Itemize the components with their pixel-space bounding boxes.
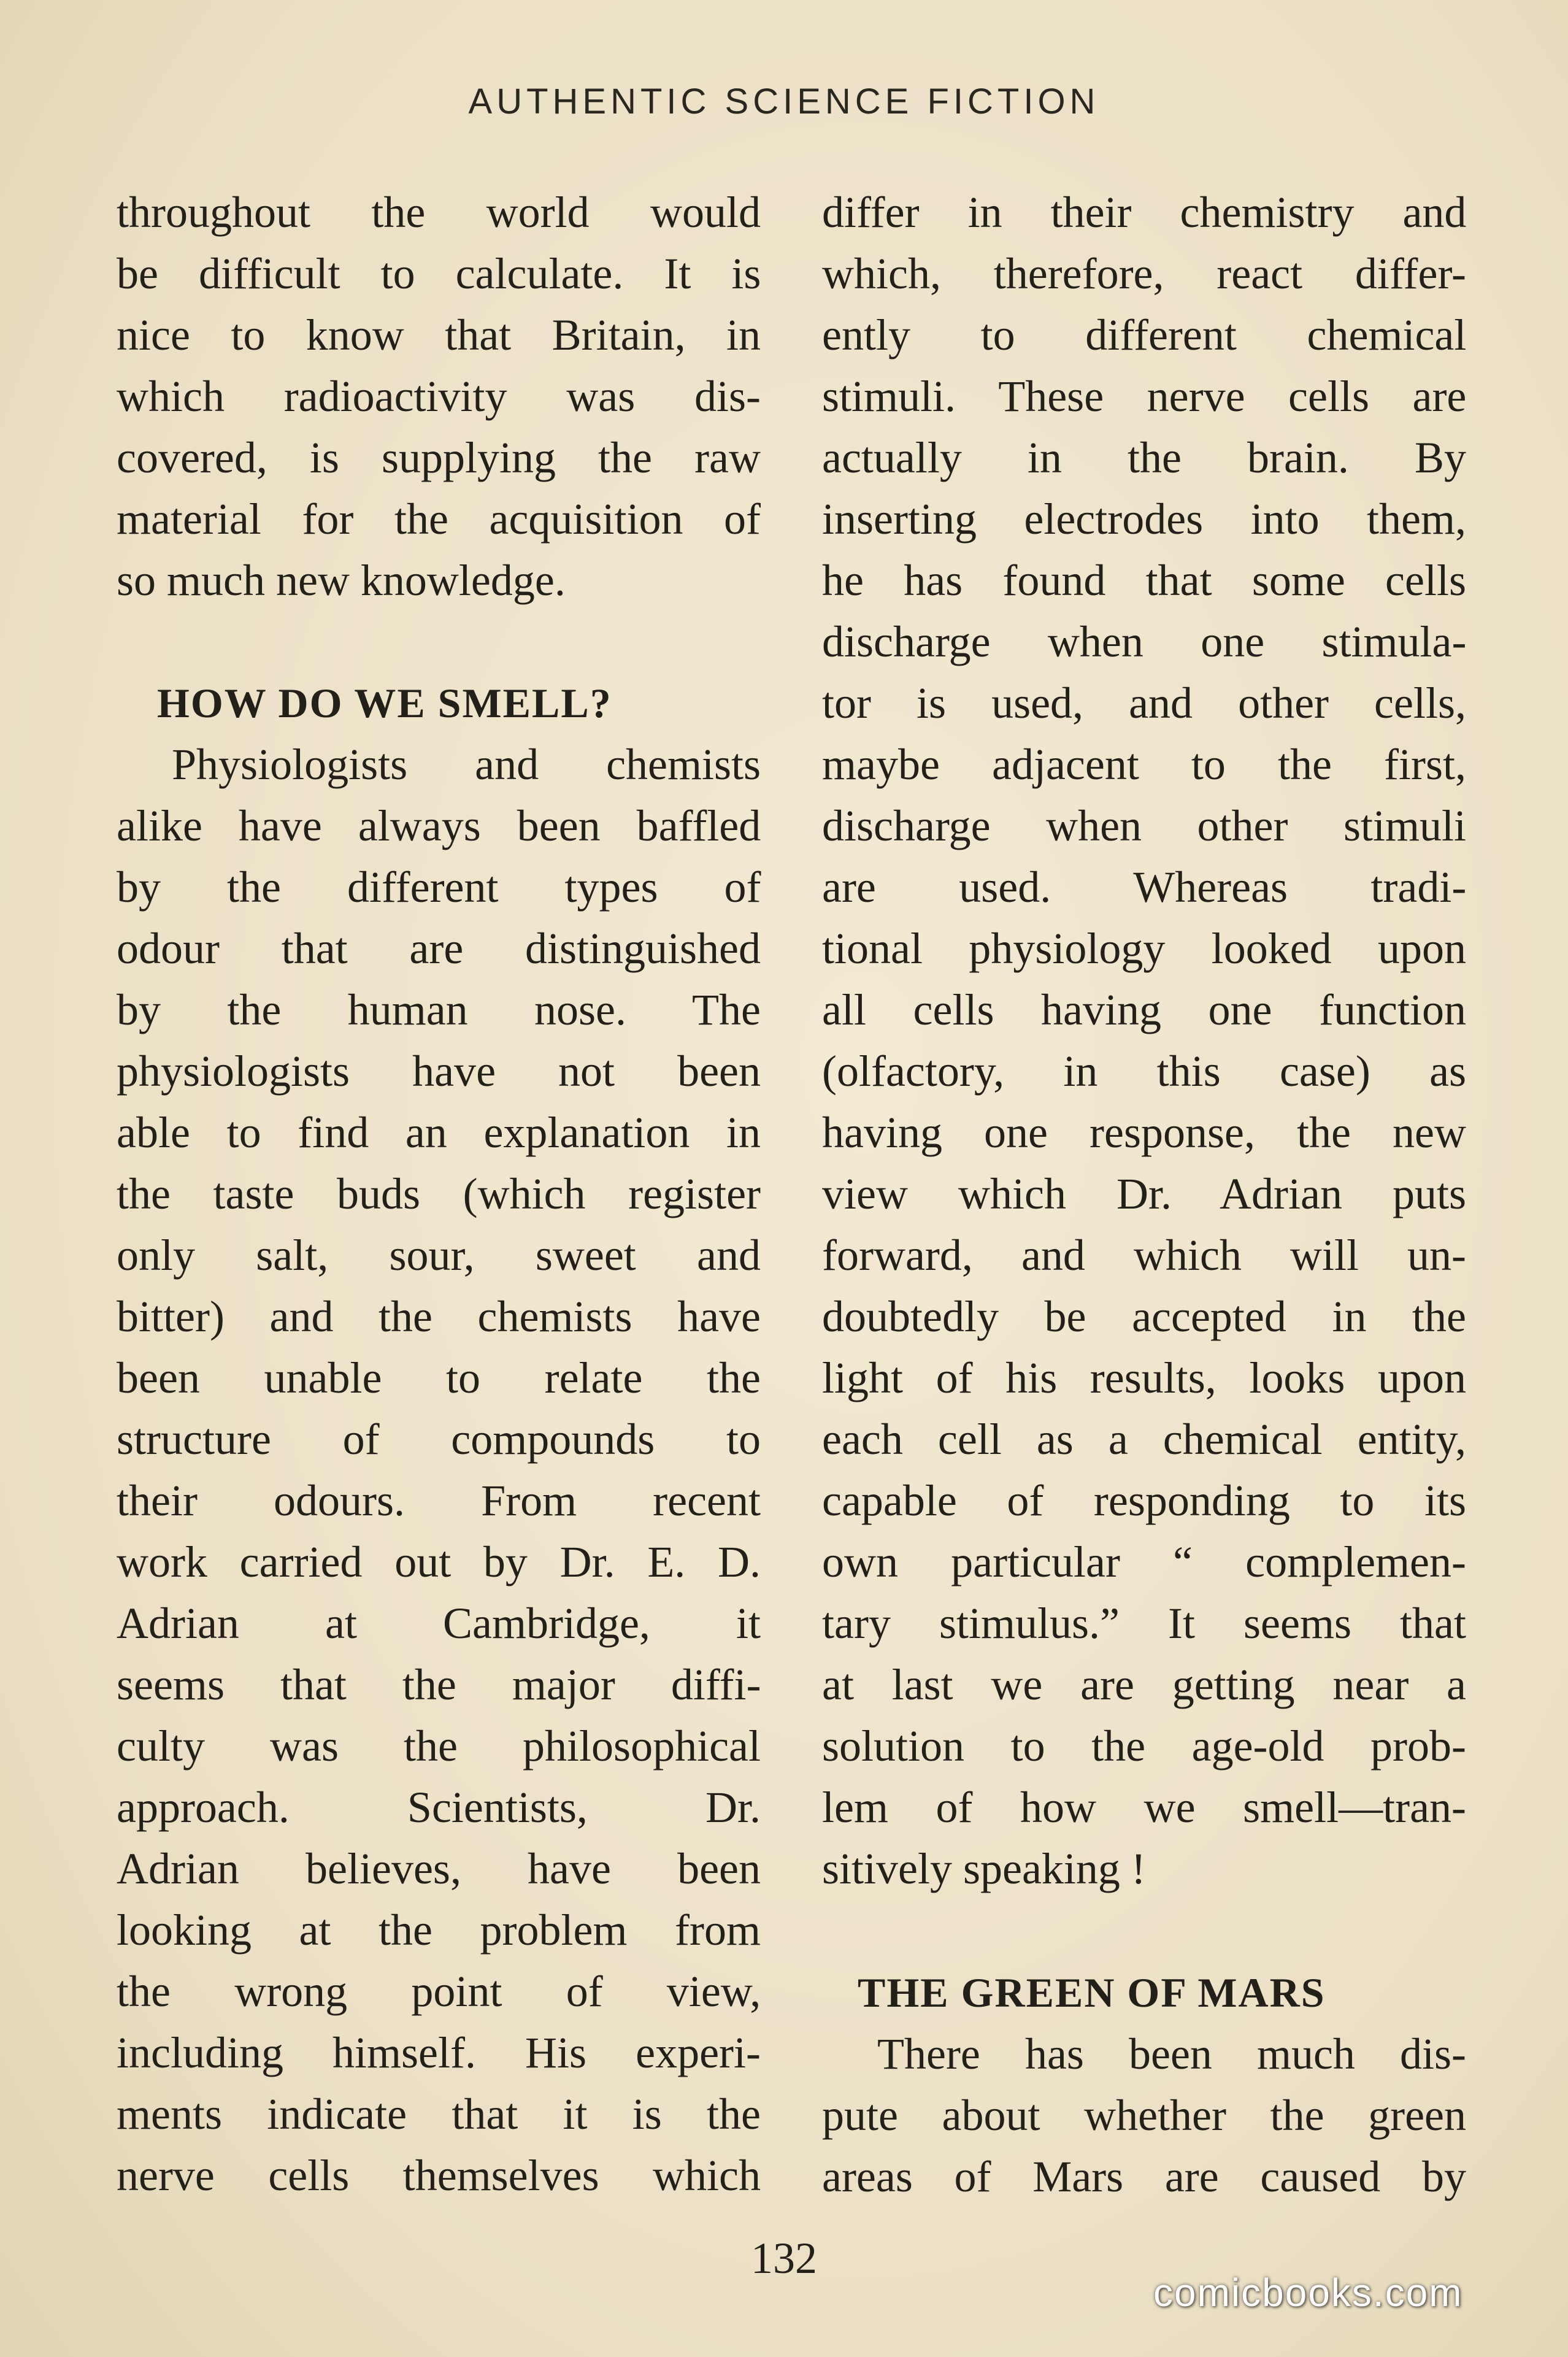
text-line: are used. Whereas tradi- [822,863,1467,912]
text-line: work carried out by Dr. E. D. [117,1537,761,1586]
text-line: so much new knowledge. [117,556,566,605]
text-line: be difficult to calculate. It is [117,249,761,298]
text-line: he has found that some cells [822,556,1466,605]
text-line: Adrian at Cambridge, it [117,1599,761,1648]
text-line: ments indicate that it is the [117,2090,761,2139]
text-line: discharge when other stimuli [822,801,1466,850]
text-line: capable of responding to its [822,1476,1466,1525]
text-line: stimuli. These nerve cells are [822,372,1467,421]
text-line: their odours. From recent [117,1476,761,1525]
section-heading-mars: THE GREEN OF MARS [858,1969,1326,2016]
text-line: which, therefore, react differ- [822,249,1466,298]
text-line: only salt, sour, sweet and [117,1231,761,1280]
text-line: been unable to relate the [117,1353,761,1402]
text-line: the taste buds (which register [117,1169,761,1218]
text-line: seems that the major diffi- [117,1660,761,1709]
text-line: tor is used, and other cells, [822,679,1466,728]
text-line: covered, is supplying the raw [117,433,761,482]
text-line: culty was the philosophical [117,1721,761,1771]
left-column [117,182,761,2206]
text-line: doubtedly be accepted in the [822,1292,1466,1341]
text-line: nice to know that Britain, in [117,310,761,360]
text-line: actually in the brain. By [822,433,1466,482]
text-line: by the human nose. The [117,985,761,1034]
text-line: solution to the age-old prob- [822,1721,1466,1771]
text-line: including himself. His experi- [117,2028,761,2077]
text-line: sitively speaking ! [822,1844,1146,1893]
text-line: looking at the problem from [117,1905,761,1955]
text-line: ently to different chemical [822,310,1467,360]
text-line: each cell as a chemical entity, [822,1415,1466,1464]
text-line: which radioactivity was dis- [117,372,761,421]
text-line: by the different types of [117,863,761,912]
text-line: There has been much dis- [877,2029,1466,2078]
text-line: view which Dr. Adrian puts [822,1169,1466,1218]
text-line: inserting electrodes into them, [822,494,1466,544]
text-line: discharge when one stimula- [822,617,1467,666]
text-line: maybe adjacent to the first, [822,740,1466,789]
text-line: nerve cells themselves which [117,2151,761,2200]
section-heading-smell: HOW DO WE SMELL? [157,680,612,726]
text-line: all cells having one function [822,985,1466,1034]
page-number: 132 [751,2234,817,2283]
text-line: forward, and which will un- [822,1231,1466,1280]
text-line: bitter) and the chemists have [117,1292,761,1341]
text-line: throughout the world would [117,188,761,237]
text-line: lem of how we smell—tran- [822,1783,1466,1832]
intro-paragraph [117,182,761,611]
mars-paragraph [822,2023,1466,2207]
text-line: physiologists have not been [117,1047,761,1096]
text-line: Physiologists and chemists [172,740,761,789]
watermark: comicbooks.com [1153,2270,1463,2315]
text-line: having one response, the new [822,1108,1466,1157]
text-line: structure of compounds to [117,1415,761,1464]
running-head: AUTHENTIC SCIENCE FICTION [468,82,1100,121]
text-line: approach. Scientists, Dr. [117,1783,761,1832]
text-line: odour that are distinguished [117,924,761,973]
smell-paragraph [117,734,761,2206]
text-line: Adrian believes, have been [117,1844,761,1893]
text-line: able to find an explanation in [117,1108,761,1157]
text-line: the wrong point of view, [117,1967,761,2016]
text-line: at last we are getting near a [822,1660,1466,1709]
text-line: tary stimulus.” It seems that [822,1599,1466,1648]
text-line: areas of Mars are caused by [822,2152,1466,2201]
text-line: (olfactory, in this case) as [822,1047,1467,1096]
text-line: light of his results, looks upon [822,1353,1467,1402]
text-line: tional physiology looked upon [822,924,1466,973]
text-line: alike have always been baffled [117,801,761,850]
text-line: differ in their chemistry and [822,188,1467,237]
text-line: pute about whether the green [822,2091,1466,2140]
text-line: own particular “ complemen- [822,1537,1466,1586]
right-column [822,182,1466,2207]
smell-paragraph-continued [822,182,1466,1899]
text-line: material for the acquisition of [117,494,761,544]
